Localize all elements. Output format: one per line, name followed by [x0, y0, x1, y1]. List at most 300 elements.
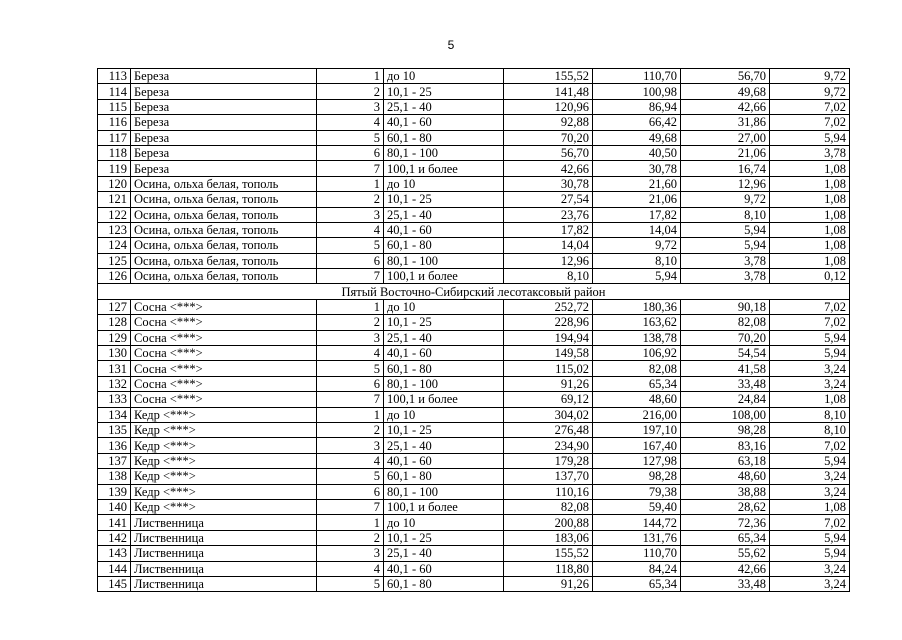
table-row: [98, 269, 850, 284]
value-2: 40,50: [593, 145, 681, 160]
value-3: 90,18: [681, 299, 770, 314]
diameter-range: 10,1 - 25: [384, 422, 504, 437]
group-number: 2: [317, 84, 384, 99]
value-1: 179,28: [504, 453, 593, 468]
value-3: 41,58: [681, 361, 770, 376]
row-number: 113: [98, 69, 131, 84]
diameter-range: 60,1 - 80: [384, 361, 504, 376]
table-row: [98, 69, 850, 84]
value-2: 110,70: [593, 546, 681, 561]
value-1: 8,10: [504, 269, 593, 284]
value-3: 42,66: [681, 99, 770, 114]
species-name: Кедр <***>: [131, 407, 317, 422]
value-1: 92,88: [504, 115, 593, 130]
group-number: 5: [317, 469, 384, 484]
value-2: 144,72: [593, 515, 681, 530]
group-number: 3: [317, 330, 384, 345]
value-2: 48,60: [593, 392, 681, 407]
value-1: 42,66: [504, 161, 593, 176]
value-3: 21,06: [681, 145, 770, 160]
section-header: [98, 284, 850, 299]
group-number: 5: [317, 130, 384, 145]
value-3: 42,66: [681, 561, 770, 576]
value-3: 27,00: [681, 130, 770, 145]
value-4: 8,10: [770, 407, 850, 422]
group-number: 7: [317, 161, 384, 176]
value-1: 17,82: [504, 222, 593, 237]
value-4: 1,08: [770, 207, 850, 222]
value-4: 9,72: [770, 84, 850, 99]
group-number: 6: [317, 376, 384, 391]
table-row: [98, 130, 850, 145]
value-2: 86,94: [593, 99, 681, 114]
table-row: [98, 315, 850, 330]
group-number: 3: [317, 99, 384, 114]
value-3: 28,62: [681, 499, 770, 514]
value-1: 155,52: [504, 69, 593, 84]
row-number: 123: [98, 222, 131, 237]
table-row: [98, 222, 850, 237]
diameter-range: 60,1 - 80: [384, 130, 504, 145]
diameter-range: 100,1 и более: [384, 161, 504, 176]
table-row: [98, 84, 850, 99]
row-number: 121: [98, 192, 131, 207]
table-row: [98, 438, 850, 453]
value-4: 3,24: [770, 376, 850, 391]
diameter-range: 100,1 и более: [384, 269, 504, 284]
group-number: 7: [317, 269, 384, 284]
value-3: 54,54: [681, 346, 770, 361]
row-number: 129: [98, 330, 131, 345]
row-number: 137: [98, 453, 131, 468]
table-row: [98, 392, 850, 407]
diameter-range: 100,1 и более: [384, 499, 504, 514]
value-3: 31,86: [681, 115, 770, 130]
species-name: Лиственница: [131, 530, 317, 545]
value-1: 14,04: [504, 238, 593, 253]
group-number: 3: [317, 546, 384, 561]
value-2: 100,98: [593, 84, 681, 99]
table-row: [98, 161, 850, 176]
value-3: 56,70: [681, 69, 770, 84]
row-number: 114: [98, 84, 131, 99]
value-3: 9,72: [681, 192, 770, 207]
species-name: Осина, ольха белая, тополь: [131, 176, 317, 191]
row-number: 133: [98, 392, 131, 407]
table-row: [98, 469, 850, 484]
group-number: 5: [317, 576, 384, 591]
diameter-range: 60,1 - 80: [384, 469, 504, 484]
species-name: Осина, ольха белая, тополь: [131, 192, 317, 207]
value-3: 12,96: [681, 176, 770, 191]
table-body-bottom: [98, 299, 850, 591]
row-number: 128: [98, 315, 131, 330]
value-4: 5,94: [770, 330, 850, 345]
diameter-range: 80,1 - 100: [384, 145, 504, 160]
value-4: 1,08: [770, 499, 850, 514]
value-2: 138,78: [593, 330, 681, 345]
row-number: 125: [98, 253, 131, 268]
table-row: [98, 576, 850, 591]
table-row: [98, 99, 850, 114]
value-1: 120,96: [504, 99, 593, 114]
value-4: 7,02: [770, 515, 850, 530]
value-2: 82,08: [593, 361, 681, 376]
value-3: 82,08: [681, 315, 770, 330]
value-2: 110,70: [593, 69, 681, 84]
group-number: 4: [317, 346, 384, 361]
section-title: Пятый Восточно-Сибирский лесотаксовый район: [98, 284, 850, 299]
row-number: 126: [98, 269, 131, 284]
group-number: 1: [317, 299, 384, 314]
species-name: Сосна <***>: [131, 299, 317, 314]
group-number: 4: [317, 561, 384, 576]
row-number: 145: [98, 576, 131, 591]
species-name: Лиственница: [131, 561, 317, 576]
value-4: 3,78: [770, 145, 850, 160]
value-4: 7,02: [770, 438, 850, 453]
species-name: Осина, ольха белая, тополь: [131, 207, 317, 222]
table-row: [98, 407, 850, 422]
value-1: 110,16: [504, 484, 593, 499]
value-2: 127,98: [593, 453, 681, 468]
value-1: 141,48: [504, 84, 593, 99]
species-name: Сосна <***>: [131, 376, 317, 391]
diameter-range: до 10: [384, 69, 504, 84]
species-name: Осина, ольха белая, тополь: [131, 222, 317, 237]
value-3: 49,68: [681, 84, 770, 99]
value-2: 49,68: [593, 130, 681, 145]
group-number: 6: [317, 145, 384, 160]
diameter-range: 80,1 - 100: [384, 253, 504, 268]
group-number: 2: [317, 192, 384, 207]
diameter-range: 10,1 - 25: [384, 315, 504, 330]
value-4: 1,08: [770, 161, 850, 176]
value-2: 66,42: [593, 115, 681, 130]
table-row: [98, 453, 850, 468]
diameter-range: 25,1 - 40: [384, 99, 504, 114]
row-number: 135: [98, 422, 131, 437]
diameter-range: 10,1 - 25: [384, 530, 504, 545]
row-number: 116: [98, 115, 131, 130]
species-name: Береза: [131, 84, 317, 99]
value-2: 59,40: [593, 499, 681, 514]
value-4: 1,08: [770, 176, 850, 191]
row-number: 130: [98, 346, 131, 361]
value-4: 8,10: [770, 422, 850, 437]
value-3: 98,28: [681, 422, 770, 437]
species-name: Лиственница: [131, 515, 317, 530]
group-number: 2: [317, 315, 384, 330]
row-number: 119: [98, 161, 131, 176]
diameter-range: до 10: [384, 176, 504, 191]
value-3: 33,48: [681, 576, 770, 591]
value-3: 108,00: [681, 407, 770, 422]
value-2: 197,10: [593, 422, 681, 437]
value-3: 70,20: [681, 330, 770, 345]
value-1: 252,72: [504, 299, 593, 314]
value-3: 3,78: [681, 269, 770, 284]
row-number: 143: [98, 546, 131, 561]
row-number: 120: [98, 176, 131, 191]
row-number: 140: [98, 499, 131, 514]
value-1: 183,06: [504, 530, 593, 545]
group-number: 2: [317, 422, 384, 437]
value-4: 1,08: [770, 192, 850, 207]
value-1: 115,02: [504, 361, 593, 376]
species-name: Кедр <***>: [131, 438, 317, 453]
value-1: 23,76: [504, 207, 593, 222]
value-1: 69,12: [504, 392, 593, 407]
species-name: Сосна <***>: [131, 315, 317, 330]
species-name: Кедр <***>: [131, 484, 317, 499]
row-number: 115: [98, 99, 131, 114]
value-1: 194,94: [504, 330, 593, 345]
diameter-range: 40,1 - 60: [384, 561, 504, 576]
table-body-top: [98, 69, 850, 284]
value-2: 21,06: [593, 192, 681, 207]
value-2: 84,24: [593, 561, 681, 576]
row-number: 124: [98, 238, 131, 253]
table-row: [98, 330, 850, 345]
value-4: 3,24: [770, 576, 850, 591]
value-1: 91,26: [504, 576, 593, 591]
section-row: [98, 284, 850, 299]
table-row: [98, 530, 850, 545]
diameter-range: 40,1 - 60: [384, 115, 504, 130]
value-4: 5,94: [770, 130, 850, 145]
species-name: Сосна <***>: [131, 361, 317, 376]
group-number: 1: [317, 407, 384, 422]
value-3: 72,36: [681, 515, 770, 530]
value-3: 16,74: [681, 161, 770, 176]
species-name: Сосна <***>: [131, 392, 317, 407]
value-3: 83,16: [681, 438, 770, 453]
diameter-range: 60,1 - 80: [384, 576, 504, 591]
species-name: Кедр <***>: [131, 453, 317, 468]
row-number: 118: [98, 145, 131, 160]
group-number: 1: [317, 515, 384, 530]
diameter-range: 40,1 - 60: [384, 222, 504, 237]
value-4: 5,94: [770, 453, 850, 468]
species-name: Кедр <***>: [131, 499, 317, 514]
diameter-range: до 10: [384, 299, 504, 314]
value-3: 48,60: [681, 469, 770, 484]
value-3: 5,94: [681, 238, 770, 253]
value-2: 5,94: [593, 269, 681, 284]
group-number: 1: [317, 176, 384, 191]
value-2: 9,72: [593, 238, 681, 253]
value-4: 5,94: [770, 346, 850, 361]
value-1: 118,80: [504, 561, 593, 576]
value-2: 79,38: [593, 484, 681, 499]
value-2: 216,00: [593, 407, 681, 422]
value-4: 5,94: [770, 530, 850, 545]
value-1: 91,26: [504, 376, 593, 391]
row-number: 141: [98, 515, 131, 530]
row-number: 117: [98, 130, 131, 145]
diameter-range: 80,1 - 100: [384, 484, 504, 499]
table-row: [98, 546, 850, 561]
value-3: 3,78: [681, 253, 770, 268]
group-number: 6: [317, 253, 384, 268]
value-4: 1,08: [770, 392, 850, 407]
table-row: [98, 346, 850, 361]
diameter-range: до 10: [384, 407, 504, 422]
value-4: 3,24: [770, 561, 850, 576]
value-2: 163,62: [593, 315, 681, 330]
table-row: [98, 145, 850, 160]
table-row: [98, 192, 850, 207]
rates-table: [97, 68, 850, 592]
group-number: 6: [317, 484, 384, 499]
row-number: 142: [98, 530, 131, 545]
diameter-range: 40,1 - 60: [384, 346, 504, 361]
group-number: 2: [317, 530, 384, 545]
value-1: 304,02: [504, 407, 593, 422]
table-row: [98, 561, 850, 576]
species-name: Сосна <***>: [131, 330, 317, 345]
value-1: 234,90: [504, 438, 593, 453]
value-4: 1,08: [770, 222, 850, 237]
group-number: 1: [317, 69, 384, 84]
species-name: Осина, ольха белая, тополь: [131, 253, 317, 268]
value-3: 38,88: [681, 484, 770, 499]
value-1: 276,48: [504, 422, 593, 437]
diameter-range: 10,1 - 25: [384, 192, 504, 207]
value-4: 3,24: [770, 469, 850, 484]
table-row: [98, 484, 850, 499]
table-row: [98, 253, 850, 268]
group-number: 4: [317, 115, 384, 130]
group-number: 7: [317, 392, 384, 407]
value-4: 5,94: [770, 546, 850, 561]
group-number: 5: [317, 361, 384, 376]
value-3: 63,18: [681, 453, 770, 468]
row-number: 139: [98, 484, 131, 499]
row-number: 132: [98, 376, 131, 391]
row-number: 127: [98, 299, 131, 314]
value-2: 17,82: [593, 207, 681, 222]
row-number: 131: [98, 361, 131, 376]
value-1: 137,70: [504, 469, 593, 484]
table-row: [98, 115, 850, 130]
diameter-range: 80,1 - 100: [384, 376, 504, 391]
species-name: Береза: [131, 145, 317, 160]
table-row: [98, 515, 850, 530]
species-name: Сосна <***>: [131, 346, 317, 361]
table-row: [98, 376, 850, 391]
value-3: 55,62: [681, 546, 770, 561]
group-number: 3: [317, 207, 384, 222]
value-4: 7,02: [770, 299, 850, 314]
value-2: 21,60: [593, 176, 681, 191]
value-1: 155,52: [504, 546, 593, 561]
species-name: Береза: [131, 115, 317, 130]
row-number: 134: [98, 407, 131, 422]
value-2: 65,34: [593, 376, 681, 391]
species-name: Береза: [131, 69, 317, 84]
diameter-range: 25,1 - 40: [384, 546, 504, 561]
value-4: 1,08: [770, 238, 850, 253]
diameter-range: 100,1 и более: [384, 392, 504, 407]
diameter-range: 25,1 - 40: [384, 438, 504, 453]
value-1: 200,88: [504, 515, 593, 530]
value-2: 30,78: [593, 161, 681, 176]
value-2: 167,40: [593, 438, 681, 453]
value-2: 131,76: [593, 530, 681, 545]
value-2: 180,36: [593, 299, 681, 314]
value-3: 33,48: [681, 376, 770, 391]
row-number: 136: [98, 438, 131, 453]
species-name: Осина, ольха белая, тополь: [131, 269, 317, 284]
value-4: 9,72: [770, 69, 850, 84]
group-number: 4: [317, 453, 384, 468]
species-name: Осина, ольха белая, тополь: [131, 238, 317, 253]
value-4: 7,02: [770, 99, 850, 114]
value-4: 1,08: [770, 253, 850, 268]
value-1: 27,54: [504, 192, 593, 207]
value-4: 7,02: [770, 315, 850, 330]
diameter-range: 10,1 - 25: [384, 84, 504, 99]
diameter-range: до 10: [384, 515, 504, 530]
value-1: 149,58: [504, 346, 593, 361]
table-row: [98, 361, 850, 376]
species-name: Кедр <***>: [131, 422, 317, 437]
species-name: Кедр <***>: [131, 469, 317, 484]
table-row: [98, 422, 850, 437]
value-2: 8,10: [593, 253, 681, 268]
diameter-range: 25,1 - 40: [384, 207, 504, 222]
value-4: 0,12: [770, 269, 850, 284]
species-name: Лиственница: [131, 576, 317, 591]
row-number: 144: [98, 561, 131, 576]
species-name: Береза: [131, 161, 317, 176]
value-3: 5,94: [681, 222, 770, 237]
page-number: 5: [447, 38, 455, 52]
diameter-range: 60,1 - 80: [384, 238, 504, 253]
value-4: 3,24: [770, 361, 850, 376]
diameter-range: 40,1 - 60: [384, 453, 504, 468]
table-row: [98, 238, 850, 253]
value-3: 24,84: [681, 392, 770, 407]
species-name: Береза: [131, 99, 317, 114]
value-1: 82,08: [504, 499, 593, 514]
value-3: 65,34: [681, 530, 770, 545]
value-2: 98,28: [593, 469, 681, 484]
value-2: 65,34: [593, 576, 681, 591]
species-name: Береза: [131, 130, 317, 145]
diameter-range: 25,1 - 40: [384, 330, 504, 345]
value-3: 8,10: [681, 207, 770, 222]
table-row: [98, 499, 850, 514]
group-number: 5: [317, 238, 384, 253]
value-4: 3,24: [770, 484, 850, 499]
value-1: 56,70: [504, 145, 593, 160]
group-number: 3: [317, 438, 384, 453]
table-row: [98, 207, 850, 222]
value-1: 30,78: [504, 176, 593, 191]
table-row: [98, 176, 850, 191]
value-4: 7,02: [770, 115, 850, 130]
value-2: 14,04: [593, 222, 681, 237]
species-name: Лиственница: [131, 546, 317, 561]
value-1: 228,96: [504, 315, 593, 330]
row-number: 122: [98, 207, 131, 222]
value-1: 70,20: [504, 130, 593, 145]
value-2: 106,92: [593, 346, 681, 361]
row-number: 138: [98, 469, 131, 484]
